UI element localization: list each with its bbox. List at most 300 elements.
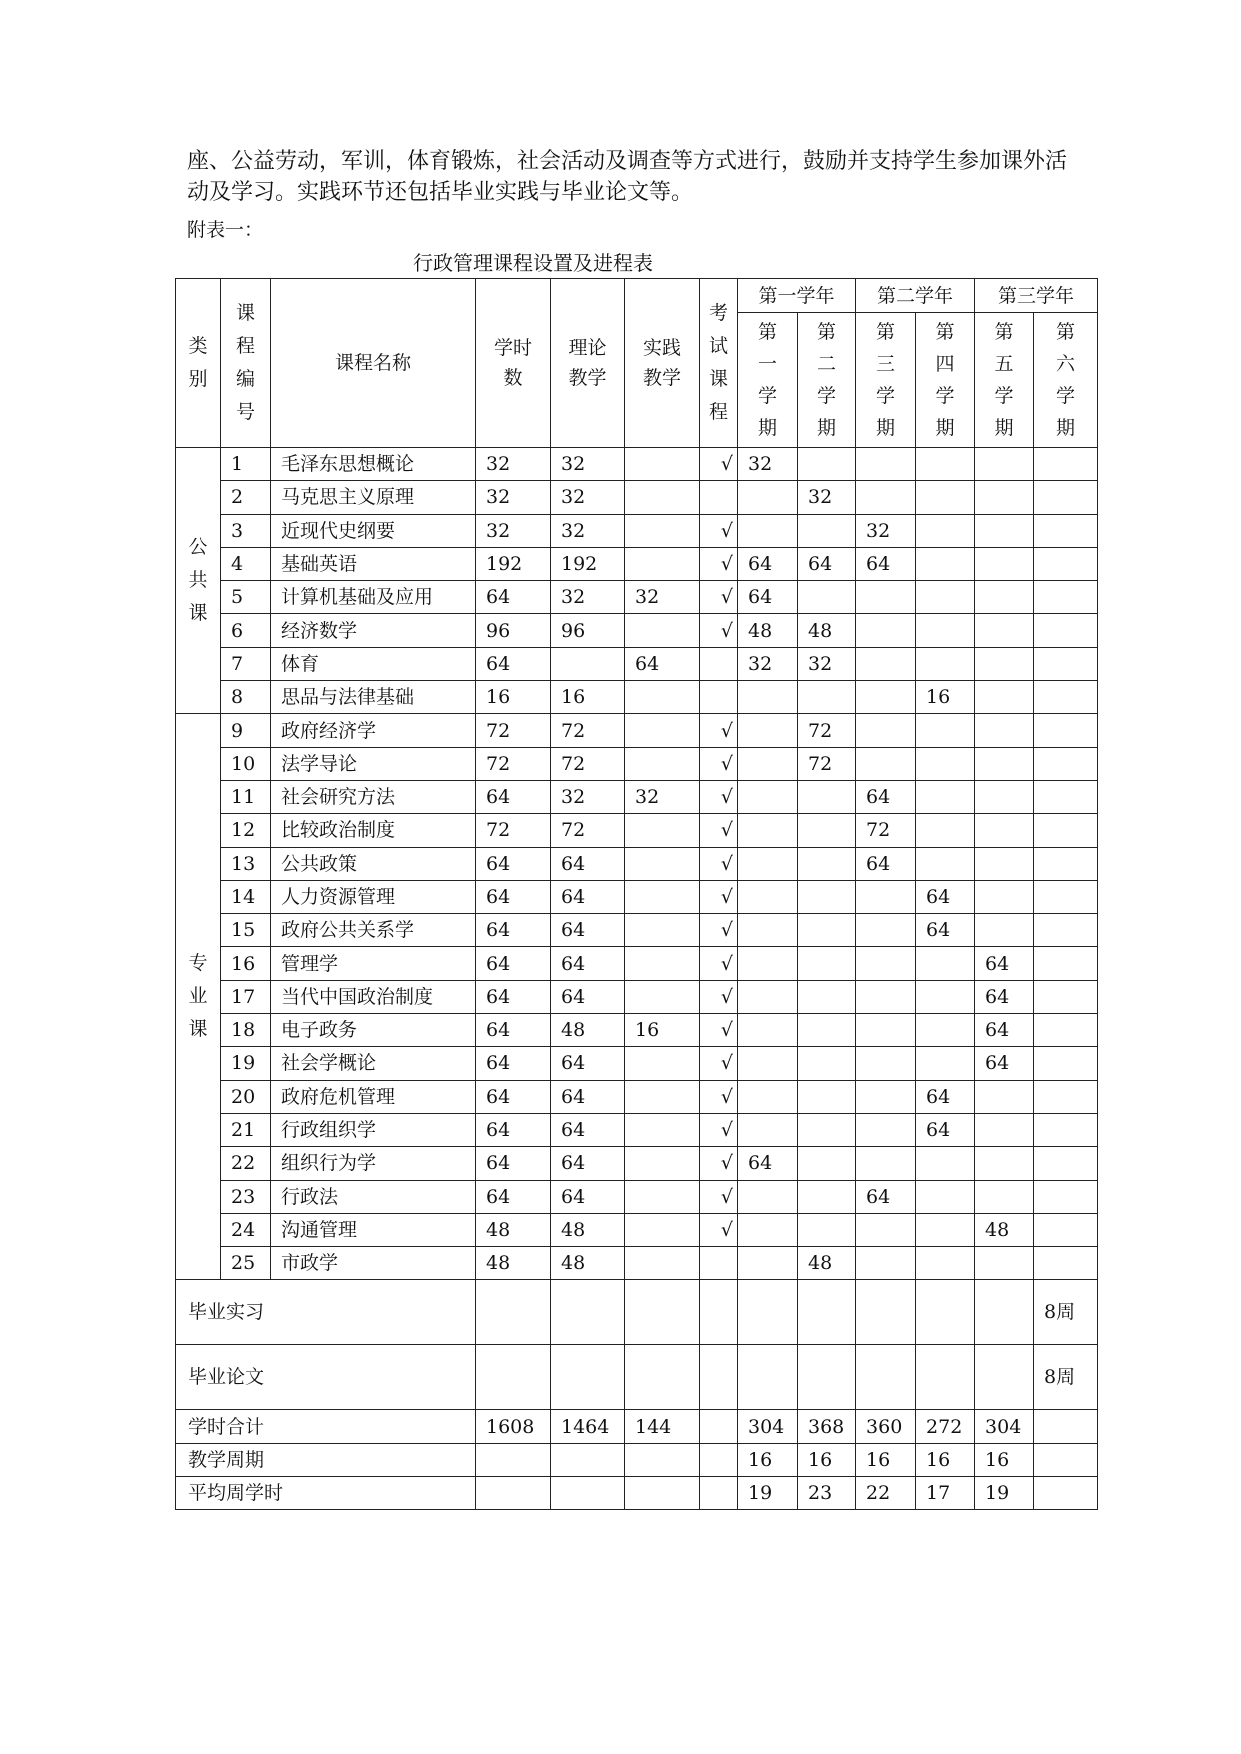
weekly-avg-row-semester: 17	[916, 1477, 975, 1510]
course-hours: 32	[476, 481, 551, 514]
course-name: 体育	[271, 647, 476, 680]
semester-hours	[798, 914, 856, 947]
semester-hours	[798, 780, 856, 813]
exam-check: √	[700, 947, 738, 980]
weeks-row-label: 教学周期	[176, 1443, 476, 1476]
semester-hours	[856, 947, 916, 980]
exam-check: √	[700, 914, 738, 947]
semester-hours	[738, 714, 798, 747]
semester-hours	[975, 681, 1034, 714]
semester-hours	[1034, 1247, 1098, 1280]
exam-check: √	[700, 980, 738, 1013]
header-exam-text: 考试课程	[708, 302, 728, 423]
category-cell	[176, 714, 221, 1280]
course-code: 6	[221, 614, 271, 647]
table-row	[176, 514, 1098, 547]
semester-hours	[856, 1047, 916, 1080]
course-name: 基础英语	[271, 547, 476, 580]
semester-hours	[856, 1213, 916, 1246]
course-name: 社会研究方法	[271, 780, 476, 813]
semester-hours	[975, 647, 1034, 680]
table-row	[176, 1213, 1098, 1246]
weeks-row-semester: 16	[856, 1443, 916, 1476]
semester-hours	[738, 1247, 798, 1280]
semester-hours	[856, 481, 916, 514]
semester-hours: 64	[975, 980, 1034, 1013]
semester-hours	[856, 1014, 916, 1047]
course-hours: 192	[476, 547, 551, 580]
header-category	[176, 279, 221, 448]
course-theory: 32	[551, 581, 625, 614]
course-theory: 32	[551, 780, 625, 813]
semester-hours	[916, 614, 975, 647]
internship-row-semester	[916, 1280, 975, 1345]
course-code: 11	[221, 780, 271, 813]
semester-hours	[1034, 980, 1098, 1013]
semester-hours	[738, 1180, 798, 1213]
course-theory: 48	[551, 1213, 625, 1246]
semester-hours	[1034, 547, 1098, 580]
course-code: 20	[221, 1080, 271, 1113]
course-name: 公共政策	[271, 847, 476, 880]
course-theory	[551, 647, 625, 680]
semester-hours	[1034, 814, 1098, 847]
table-row	[176, 647, 1098, 680]
course-theory: 64	[551, 1113, 625, 1146]
semester-hours	[856, 1247, 916, 1280]
course-hours: 72	[476, 747, 551, 780]
semester-hours	[738, 481, 798, 514]
course-name: 组织行为学	[271, 1147, 476, 1180]
exam-check	[700, 681, 738, 714]
semester-hours	[738, 814, 798, 847]
semester-hours	[738, 847, 798, 880]
course-theory: 72	[551, 714, 625, 747]
semester-hours	[798, 814, 856, 847]
course-code: 2	[221, 481, 271, 514]
semester-hours	[916, 1014, 975, 1047]
internship-row-empty	[625, 1280, 700, 1345]
semester-hours	[975, 1147, 1034, 1180]
totals-row-semester: 304	[975, 1410, 1034, 1443]
semester-hours	[1034, 581, 1098, 614]
semester-hours	[798, 514, 856, 547]
semester-hours	[798, 1213, 856, 1246]
course-hours: 64	[476, 914, 551, 947]
exam-check: √	[700, 747, 738, 780]
semester-hours	[1034, 947, 1098, 980]
semester-hours: 48	[975, 1213, 1034, 1246]
semester-hours	[1034, 880, 1098, 913]
semester-hours: 48	[798, 614, 856, 647]
course-name: 法学导论	[271, 747, 476, 780]
header-practice	[625, 279, 700, 448]
internship-row-semester	[798, 1280, 856, 1345]
course-hours: 64	[476, 647, 551, 680]
course-name: 毛泽东思想概论	[271, 448, 476, 481]
exam-check: √	[700, 1180, 738, 1213]
weeks-row-semester: 16	[798, 1443, 856, 1476]
course-theory: 32	[551, 448, 625, 481]
course-code: 5	[221, 581, 271, 614]
semester-hours	[738, 1080, 798, 1113]
semester-hours	[975, 481, 1034, 514]
totals-row-semester	[1034, 1410, 1098, 1443]
totals-row-practice: 144	[625, 1410, 700, 1443]
header-semester-6	[1034, 313, 1098, 448]
semester-hours	[1034, 1113, 1098, 1146]
course-hours: 64	[476, 780, 551, 813]
course-code: 10	[221, 747, 271, 780]
table-row	[176, 980, 1098, 1013]
course-schedule-table	[175, 278, 1098, 1510]
semester-hours	[916, 1147, 975, 1180]
course-practice	[625, 514, 700, 547]
internship-row-sixth-semester: 8周	[1034, 1280, 1098, 1345]
semester-hours	[798, 1180, 856, 1213]
exam-check: √	[700, 1014, 738, 1047]
header-exam	[700, 279, 738, 448]
table-row	[176, 1247, 1098, 1280]
semester-hours	[1034, 681, 1098, 714]
course-hours: 64	[476, 880, 551, 913]
table-row	[176, 1047, 1098, 1080]
course-practice	[625, 614, 700, 647]
course-theory: 64	[551, 1147, 625, 1180]
course-hours: 48	[476, 1213, 551, 1246]
course-hours: 72	[476, 814, 551, 847]
semester-hours	[856, 880, 916, 913]
table-row	[176, 1147, 1098, 1180]
course-name: 管理学	[271, 947, 476, 980]
semester-hours: 72	[798, 714, 856, 747]
course-theory: 64	[551, 880, 625, 913]
semester-hours: 16	[916, 681, 975, 714]
course-practice: 32	[625, 581, 700, 614]
weeks-row-semester: 16	[975, 1443, 1034, 1476]
course-practice	[625, 1147, 700, 1180]
course-code: 18	[221, 1014, 271, 1047]
course-code: 12	[221, 814, 271, 847]
header-semester-2	[798, 313, 856, 448]
internship-row-semester	[975, 1280, 1034, 1345]
table-row	[176, 814, 1098, 847]
exam-check: √	[700, 1213, 738, 1246]
semester-hours	[916, 1047, 975, 1080]
course-practice	[625, 947, 700, 980]
semester-hours: 64	[916, 914, 975, 947]
semester-hours	[916, 514, 975, 547]
semester-hours: 48	[798, 1247, 856, 1280]
semester-hours	[738, 1113, 798, 1146]
table-row	[176, 780, 1098, 813]
header-semester-1-text: 第一学期	[757, 321, 777, 439]
semester-hours	[1034, 847, 1098, 880]
header-semester-3-text: 第三学期	[876, 321, 896, 439]
course-hours: 32	[476, 448, 551, 481]
semester-hours	[1034, 1047, 1098, 1080]
category-text: 专业课	[188, 952, 208, 1041]
course-hours: 96	[476, 614, 551, 647]
semester-hours	[975, 1080, 1034, 1113]
semester-hours	[916, 581, 975, 614]
semester-hours: 64	[856, 780, 916, 813]
course-practice	[625, 914, 700, 947]
thesis-row-empty	[551, 1345, 625, 1410]
weekly-avg-row-empty	[476, 1477, 551, 1510]
header-hours-text: 学时数	[493, 337, 532, 389]
weeks-row-semester: 16	[738, 1443, 798, 1476]
semester-hours	[975, 448, 1034, 481]
course-practice	[625, 1080, 700, 1113]
semester-hours	[975, 914, 1034, 947]
weekly-avg-row-label: 平均周学时	[176, 1477, 476, 1510]
table-title: 行政管理课程设置及进程表	[413, 251, 653, 275]
weeks-row	[176, 1443, 1098, 1476]
semester-hours	[916, 814, 975, 847]
semester-hours: 32	[798, 647, 856, 680]
course-name: 行政法	[271, 1180, 476, 1213]
internship-row-empty	[551, 1280, 625, 1345]
course-code: 25	[221, 1247, 271, 1280]
course-theory: 64	[551, 1080, 625, 1113]
semester-hours	[1034, 614, 1098, 647]
course-code: 22	[221, 1147, 271, 1180]
semester-hours	[798, 1047, 856, 1080]
semester-hours	[738, 947, 798, 980]
semester-hours	[975, 814, 1034, 847]
course-practice: 32	[625, 780, 700, 813]
semester-hours: 72	[798, 747, 856, 780]
course-hours: 64	[476, 1147, 551, 1180]
internship-row-empty	[476, 1280, 551, 1345]
course-hours: 64	[476, 980, 551, 1013]
semester-hours	[856, 1080, 916, 1113]
semester-hours	[916, 647, 975, 680]
semester-hours	[916, 547, 975, 580]
weekly-avg-row-semester: 19	[975, 1477, 1034, 1510]
semester-hours	[1034, 714, 1098, 747]
exam-check: √	[700, 1113, 738, 1146]
semester-hours	[916, 980, 975, 1013]
course-practice	[625, 448, 700, 481]
course-practice	[625, 847, 700, 880]
semester-hours	[916, 780, 975, 813]
semester-hours	[738, 980, 798, 1013]
course-name: 近现代史纲要	[271, 514, 476, 547]
course-code: 3	[221, 514, 271, 547]
header-semester-5-text: 第五学期	[994, 321, 1014, 439]
course-theory: 72	[551, 814, 625, 847]
course-practice	[625, 681, 700, 714]
exam-check: √	[700, 814, 738, 847]
semester-hours: 64	[738, 1147, 798, 1180]
semester-hours: 64	[856, 547, 916, 580]
course-hours: 64	[476, 1047, 551, 1080]
semester-hours	[975, 714, 1034, 747]
semester-hours	[975, 847, 1034, 880]
semester-hours: 32	[738, 647, 798, 680]
exam-check: √	[700, 847, 738, 880]
semester-hours	[798, 847, 856, 880]
semester-hours	[856, 614, 916, 647]
weekly-avg-row-semester: 23	[798, 1477, 856, 1510]
header-hours	[476, 279, 551, 448]
semester-hours	[975, 1247, 1034, 1280]
table-row	[176, 448, 1098, 481]
semester-hours: 64	[916, 1080, 975, 1113]
semester-hours	[856, 448, 916, 481]
weekly-avg-row-semester: 22	[856, 1477, 916, 1510]
semester-hours: 32	[856, 514, 916, 547]
semester-hours: 64	[975, 1047, 1034, 1080]
internship-row-semester	[856, 1280, 916, 1345]
table-row	[176, 614, 1098, 647]
semester-hours	[798, 1147, 856, 1180]
exam-check	[700, 481, 738, 514]
semester-hours	[798, 1113, 856, 1146]
thesis-row-semester	[738, 1345, 798, 1410]
semester-hours	[1034, 914, 1098, 947]
header-semester-5	[975, 313, 1034, 448]
semester-hours	[738, 514, 798, 547]
semester-hours	[856, 980, 916, 1013]
header-semester-1	[738, 313, 798, 448]
weeks-row-semester: 16	[916, 1443, 975, 1476]
semester-hours	[738, 880, 798, 913]
semester-hours: 64	[916, 880, 975, 913]
course-practice	[625, 1047, 700, 1080]
semester-hours	[1034, 481, 1098, 514]
course-practice	[625, 1113, 700, 1146]
weeks-row-empty	[476, 1443, 551, 1476]
course-practice	[625, 880, 700, 913]
semester-hours	[975, 581, 1034, 614]
semester-hours	[738, 914, 798, 947]
weeks-row-exam	[700, 1443, 738, 1476]
course-name: 政府公共关系学	[271, 914, 476, 947]
course-theory: 72	[551, 747, 625, 780]
course-name: 社会学概论	[271, 1047, 476, 1080]
semester-hours	[975, 1113, 1034, 1146]
semester-hours	[916, 1247, 975, 1280]
table-row	[176, 1113, 1098, 1146]
semester-hours	[916, 448, 975, 481]
course-practice	[625, 980, 700, 1013]
table-row	[176, 1014, 1098, 1047]
course-theory: 32	[551, 514, 625, 547]
semester-hours: 72	[856, 814, 916, 847]
semester-hours	[856, 1113, 916, 1146]
weekly-avg-row-exam	[700, 1477, 738, 1510]
course-practice	[625, 547, 700, 580]
course-practice	[625, 1247, 700, 1280]
semester-hours	[738, 780, 798, 813]
totals-row-label: 学时合计	[176, 1410, 476, 1443]
course-hours: 64	[476, 581, 551, 614]
table-row	[176, 947, 1098, 980]
internship-row-label: 毕业实习	[176, 1280, 476, 1345]
course-code: 19	[221, 1047, 271, 1080]
course-theory: 64	[551, 980, 625, 1013]
header-semester-4	[916, 313, 975, 448]
course-hours: 64	[476, 847, 551, 880]
weekly-avg-row	[176, 1477, 1098, 1510]
semester-hours	[975, 880, 1034, 913]
course-code: 13	[221, 847, 271, 880]
course-name: 市政学	[271, 1247, 476, 1280]
course-practice	[625, 481, 700, 514]
header-year-3: 第三学年	[975, 279, 1098, 313]
course-hours: 48	[476, 1247, 551, 1280]
header-year-2: 第二学年	[856, 279, 975, 313]
header-semester-4-text: 第四学期	[935, 321, 955, 439]
course-theory: 48	[551, 1247, 625, 1280]
semester-hours	[916, 947, 975, 980]
exam-check: √	[700, 880, 738, 913]
semester-hours	[798, 947, 856, 980]
semester-hours	[975, 1180, 1034, 1213]
thesis-row-semester	[916, 1345, 975, 1410]
totals-row-semester: 368	[798, 1410, 856, 1443]
semester-hours: 64	[975, 1014, 1034, 1047]
course-name: 行政组织学	[271, 1113, 476, 1146]
course-theory: 64	[551, 947, 625, 980]
weekly-avg-row-empty	[551, 1477, 625, 1510]
course-practice	[625, 814, 700, 847]
semester-hours	[798, 1014, 856, 1047]
appendix-label: 附表一：	[187, 219, 264, 241]
course-theory: 192	[551, 547, 625, 580]
weeks-row-empty	[625, 1443, 700, 1476]
semester-hours	[1034, 647, 1098, 680]
weekly-avg-row-semester	[1034, 1477, 1098, 1510]
semester-hours	[916, 714, 975, 747]
semester-hours	[856, 747, 916, 780]
course-code: 9	[221, 714, 271, 747]
course-hours: 64	[476, 1080, 551, 1113]
semester-hours	[975, 514, 1034, 547]
totals-row	[176, 1410, 1098, 1443]
course-practice	[625, 1213, 700, 1246]
thesis-row-exam	[700, 1345, 738, 1410]
header-semester-6-text: 第六学期	[1056, 321, 1076, 439]
course-hours: 64	[476, 947, 551, 980]
semester-hours	[1034, 780, 1098, 813]
table-row	[176, 681, 1098, 714]
header-theory	[551, 279, 625, 448]
exam-check: √	[700, 1080, 738, 1113]
semester-hours	[856, 1147, 916, 1180]
course-code: 23	[221, 1180, 271, 1213]
semester-hours	[856, 714, 916, 747]
totals-row-semester: 272	[916, 1410, 975, 1443]
exam-check: √	[700, 581, 738, 614]
thesis-row-label: 毕业论文	[176, 1345, 476, 1410]
semester-hours	[916, 1180, 975, 1213]
course-name: 政府经济学	[271, 714, 476, 747]
totals-row-exam	[700, 1410, 738, 1443]
course-practice	[625, 747, 700, 780]
course-hours: 64	[476, 1113, 551, 1146]
header-name: 课程名称	[271, 279, 476, 448]
course-code: 14	[221, 880, 271, 913]
header-category-text: 类别	[188, 335, 208, 390]
semester-hours: 32	[798, 481, 856, 514]
header-semester-2-text: 第二学期	[817, 321, 837, 439]
semester-hours	[916, 481, 975, 514]
semester-hours: 64	[975, 947, 1034, 980]
